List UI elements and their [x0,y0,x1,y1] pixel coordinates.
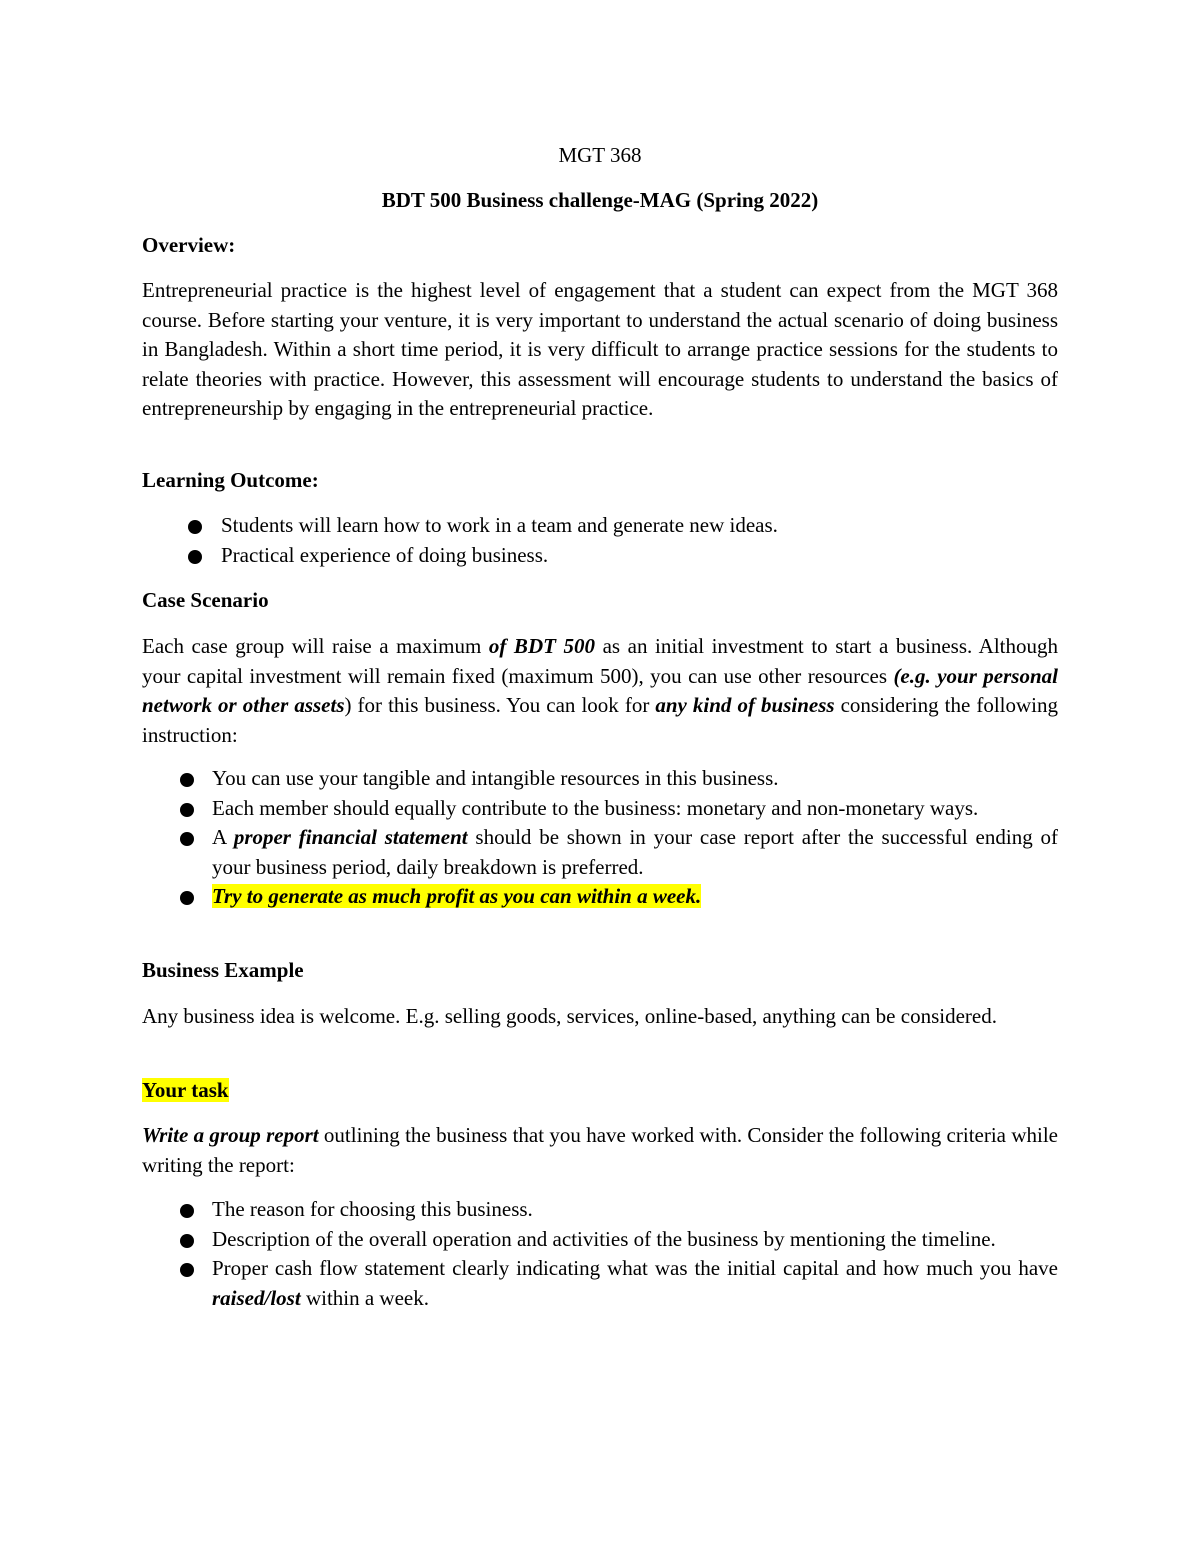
your-task-heading: Your task [142,1078,229,1102]
criteria-list [0,1195,1200,1313]
group-report-emphasis: Write a group report [142,1123,319,1147]
investment-emphasis: of BDT 500 [488,634,596,658]
course-title: MGT 368 [558,143,642,167]
assignment-subtitle: BDT 500 Business challenge-MAG (Spring 2022) [381,188,819,212]
case-scenario-paragraph: Each case group will raise a maximum of BDT 500 as an initial investment to start a business. Although your capital investment will remain fixed (maximum 500), you can use other resources (e.g. your personal network or other assets) for this business. You can look for any kind of business considering the following instruction: [142,634,1059,747]
business-kind-emphasis: any kind of business [655,693,835,717]
bullet-icon [188,520,202,534]
bullet-icon [180,803,194,817]
bullet-icon [180,773,194,787]
list-item: Practical experience of doing business. [0,541,1058,571]
overview-paragraph: Entrepreneurial practice is the highest level of engagement that a student can expect from the MGT 368 course. Before starting your venture, it is very important to understand the actual scenario of doing business in Bangladesh. Within a short time period, it is very difficult to arrange practice sessions for the students to relate theories with practice. However, this assessment will encourage students to understand the basics of entrepreneurship by engaging in the entrepreneurial practice. [142,278,1058,420]
profit-highlight: Try to generate as much profit as you can within a week. [212,884,702,908]
list-item: The reason for choosing this business. [0,1195,1058,1225]
learning-outcome-heading: Learning Outcome: [142,468,319,492]
list-item: You can use your tangible and intangible resources in this business. [0,764,1058,794]
learning-outcome-list [0,511,1200,570]
bullet-icon [180,1204,194,1218]
instruction-list [0,764,1200,912]
list-item: Proper cash flow statement clearly indicating what was the initial capital and how much you have raised/lost within a week. [0,1254,1058,1313]
case-scenario-heading: Case Scenario [142,588,269,612]
business-example-heading: Business Example [142,958,304,982]
bullet-icon [180,1263,194,1277]
bullet-icon [180,1234,194,1248]
list-item: Description of the overall operation and activities of the business by mentioning the timeline. [0,1225,1058,1255]
business-example-paragraph: Any business idea is welcome. E.g. selling goods, services, online-based, anything can be considered. [142,1004,997,1028]
bullet-icon [180,832,194,846]
list-item: Each member should equally contribute to the business: monetary and non-monetary ways. [0,794,1058,824]
list-item: Students will learn how to work in a team and generate new ideas. [0,511,1058,541]
financial-statement-emphasis: proper financial statement [233,825,468,849]
overview-heading: Overview: [142,233,236,257]
resources-emphasis: (e.g. your personal network or other assets [142,663,1058,717]
bullet-icon [180,891,194,905]
raised-lost-emphasis: raised/lost [212,1285,301,1310]
list-item: A proper financial statement should be shown in your case report after the successful ending of your business period, daily breakdown is preferred. [0,823,1058,882]
list-item-highlighted [0,882,1058,912]
bullet-icon [188,550,202,564]
task-paragraph: Write a group report outlining the business that you have worked with. Consider the following criteria while writing the report: [142,1123,1058,1177]
